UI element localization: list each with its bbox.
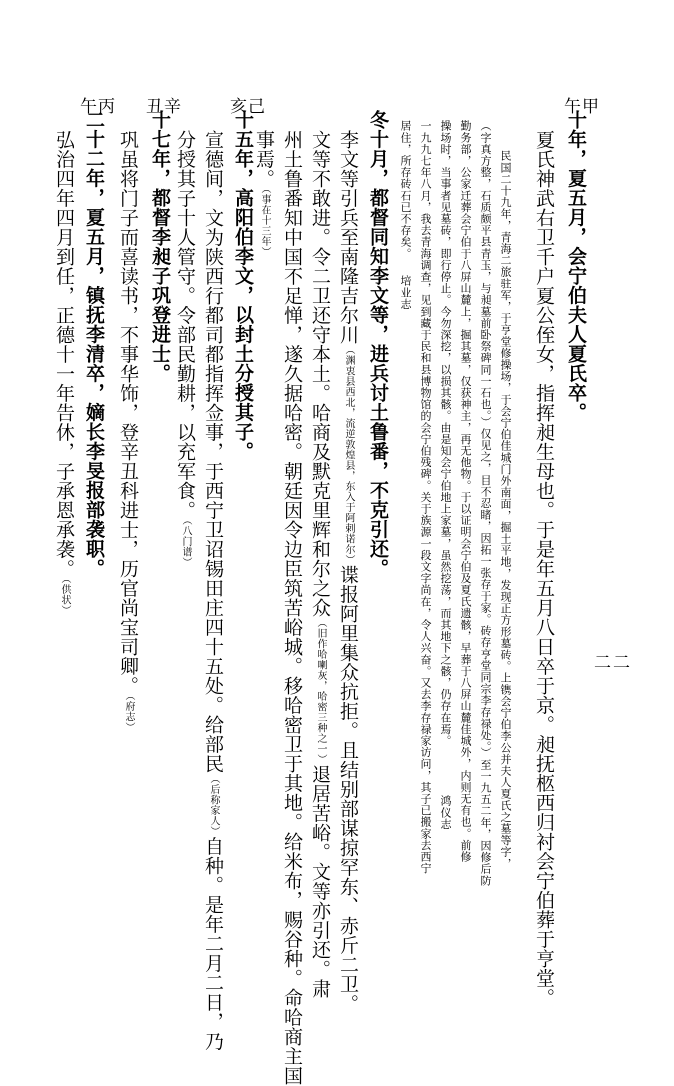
ganzhi-jiawu: 午甲 — [564, 97, 600, 117]
entry-body-line: 弘治四年四月到任，正德十一年告休，子承恩承袭。（供状） — [53, 130, 75, 616]
note-signature: 鸿仪志 — [439, 795, 452, 830]
note-line: 一九九七年八月，我去青海调查，见到藏于民和县博物馆的会宁伯残碑。关于族源一段文字尚在，令人兴奋。又去李存禄家访问，其子已搬家去西宁 — [419, 120, 432, 874]
entry-body-line: 巩虽将门子而喜读书，不事华饰，登辛丑科进士，历官尚宝司卿。（府志） — [117, 130, 139, 733]
ganzhi-jihai: 亥己 — [230, 97, 266, 117]
entry-body-line: 宣德间，文为陕西行都司都指挥佥事，于西宁卫诏锡田庄四十五处。给部民（后称家人）自种。是年二月二日，乃 — [202, 130, 224, 1051]
note-line: 勤务部，公家迁葬会宁伯于八屏山麓上，掘其墓，仅获神主，再无他物。于以证明会宁伯及夏氏遗骸，早葬于八屏山麓佳城外，内则无有也。前修 — [459, 120, 472, 863]
note-signature: 培业志 — [399, 275, 412, 310]
entry-heading-winter: 冬十月，都督同知李文等，进兵讨土鲁番，不克引还。 — [367, 110, 389, 578]
note-line: （字真方整，石质颇平县青玉，与昶墓前卧祭碑同一石也。）仅见之，目不忍睹，因拓一张存于家。砖存亨堂同宗李存禄处。）至一九五二年，因修后防 — [479, 120, 492, 887]
entry-body-xiashi: 夏氏神武右卫千户夏公侄女，指挥昶生母也。于是年五月八日卒于京。昶抚柩西归衬会宁伯葬于亨堂。 — [533, 130, 555, 1008]
entry-body-line: 李文等引兵至南隆吉尔川（渊衷县西北，流逆敦煌县，东入于阿剌诺尔）谍报阿里集众抗拒。且结别部谋掠罕东、赤斤二卫。 — [337, 130, 359, 1014]
entry-body-line: 州土鲁番知中国不足惮，遂久据哈密。朝廷因令边臣筑苦峪城。移哈密卫于其地。给米布，赐谷种。命哈商主国 — [281, 130, 303, 1086]
entry-body-line: 文等不敢进。令二卫还守本土。哈商及默克里辉和尔之众（旧作哈喇灰，哈密三种之一）退居苦峪。文等亦引还。肃 — [309, 130, 331, 999]
ganzhi-xinchou: 丑辛 — [146, 97, 182, 117]
entry-heading-year22: 二十二年，夏五月，镇抚李清卒，嫡长李旻报部袭职。 — [83, 110, 105, 578]
note-line: 操场时，当事者见墓砖，即行停止。今勿深挖，以损其骸。由是知会宁伯地上家墓，虽然挖荡，而其地下之骸，仍存在焉。 — [439, 120, 452, 747]
entry-heading-year17: 十七年，都督李昶子巩登进士。 — [149, 110, 171, 383]
entry-heading-year10: 十年，夏五月，会宁伯夫人夏氏卒。 — [565, 110, 587, 422]
note-line: 居住，所存砖石已不存矣。 — [399, 120, 412, 260]
note-line: 民国二十九年，青海二旅驻军，于亨堂修操场，于会宁伯佳城门外南面，掘土平地，发现正方形墓砖。上镌会宁伯李公并夫人夏氏之墓等字， — [499, 150, 512, 870]
entry-body-line: 事焉。（事在十三年） — [253, 130, 275, 257]
page-number: 二二 — [594, 653, 632, 673]
ganzhi-bingwu: 午丙 — [80, 97, 116, 117]
entry-body-line: 分授其子十人管守。令部民勤耕，以充军食。（八门谱） — [174, 130, 196, 568]
entry-heading-year15: 十五年，高阳伯李文，以封土分授其子。 — [232, 110, 254, 461]
